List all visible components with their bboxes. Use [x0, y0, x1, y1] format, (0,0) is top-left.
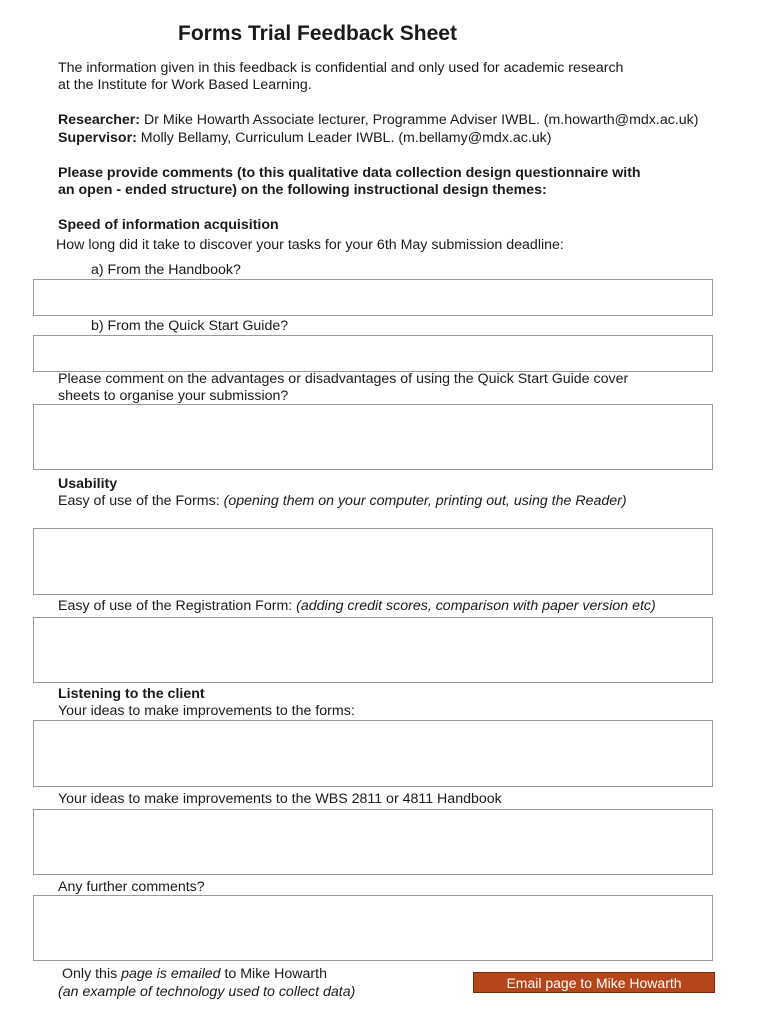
intro-line-1: The information given in this feedback is confidential and only used for academic research: [58, 60, 624, 76]
quickstart-time-input[interactable]: [34, 336, 712, 371]
footer-note-part-1: Only this: [62, 966, 122, 982]
forms-usability-prefix: Easy of use of the Forms:: [58, 493, 224, 509]
forms-usability-field[interactable]: [33, 528, 713, 595]
handbook-ideas-input[interactable]: [34, 810, 712, 874]
cover-sheets-question-1: Please comment on the advantages or disadvantages of using the Quick Start Guide cover: [58, 371, 629, 387]
forms-usability-input[interactable]: [34, 529, 712, 594]
forms-ideas-input[interactable]: [34, 721, 712, 786]
forms-ideas-label: Your ideas to make improvements to the forms:: [58, 703, 355, 719]
listening-heading: Listening to the client: [58, 686, 205, 702]
forms-usability-label: [58, 493, 627, 510]
registration-usability-label: [58, 598, 656, 615]
footer-note-part-2: page is emailed: [121, 966, 221, 982]
handbook-ideas-field[interactable]: [33, 809, 713, 875]
registration-usability-prefix: Easy of use of the Registration Form:: [58, 598, 297, 614]
handbook-time-input[interactable]: [34, 280, 712, 315]
further-comments-input[interactable]: [34, 896, 712, 960]
footer-note-line-2: (an example of technology used to collect data): [58, 984, 356, 1000]
instructions-line-1: Please provide comments (to this qualitative data collection design questionnaire with: [58, 165, 641, 181]
registration-usability-field[interactable]: [33, 617, 713, 683]
cover-sheets-input[interactable]: [34, 405, 712, 469]
cover-sheets-question-2: sheets to organise your submission?: [58, 388, 289, 404]
speed-heading: Speed of information acquisition: [58, 217, 279, 233]
quickstart-label: b) From the Quick Start Guide?: [91, 318, 289, 334]
supervisor-line: [58, 130, 552, 147]
intro-line-2: at the Institute for Work Based Learning.: [58, 77, 312, 93]
further-comments-field[interactable]: [33, 895, 713, 961]
supervisor-text: Molly Bellamy, Curriculum Leader IWBL. (m.bellamy@mdx.ac.uk): [136, 130, 552, 146]
researcher-line: [58, 112, 698, 129]
footer-note-line-1: [62, 966, 327, 983]
further-comments-label: Any further comments?: [58, 879, 205, 895]
handbook-ideas-label: Your ideas to make improvements to the WBS 2811 or 4811 Handbook: [58, 791, 502, 807]
usability-heading: Usability: [58, 476, 118, 492]
cover-sheets-field[interactable]: [33, 404, 713, 470]
page-title: Forms Trial Feedback Sheet: [178, 22, 457, 45]
handbook-label: a) From the Handbook?: [91, 262, 241, 278]
supervisor-label: Supervisor:: [58, 130, 137, 146]
handbook-time-field[interactable]: [33, 279, 713, 316]
quickstart-time-field[interactable]: [33, 335, 713, 372]
footer-note-part-3: to Mike Howarth: [220, 966, 327, 982]
researcher-text: Dr Mike Howarth Associate lecturer, Programme Adviser IWBL. (m.howarth@mdx.ac.uk): [140, 112, 699, 128]
registration-usability-input[interactable]: [34, 618, 712, 682]
researcher-label: Researcher:: [58, 112, 141, 128]
forms-ideas-field[interactable]: [33, 720, 713, 787]
registration-usability-italic: (adding credit scores, comparison with paper version etc): [296, 598, 656, 614]
email-page-button[interactable]: Email page to Mike Howarth: [473, 972, 715, 993]
forms-usability-italic: (opening them on your computer, printing out, using the Reader): [223, 493, 627, 509]
instructions-line-2: an open - ended structure) on the following instructional design themes:: [58, 182, 547, 198]
speed-question: How long did it take to discover your tasks for your 6th May submission deadline:: [56, 237, 564, 253]
